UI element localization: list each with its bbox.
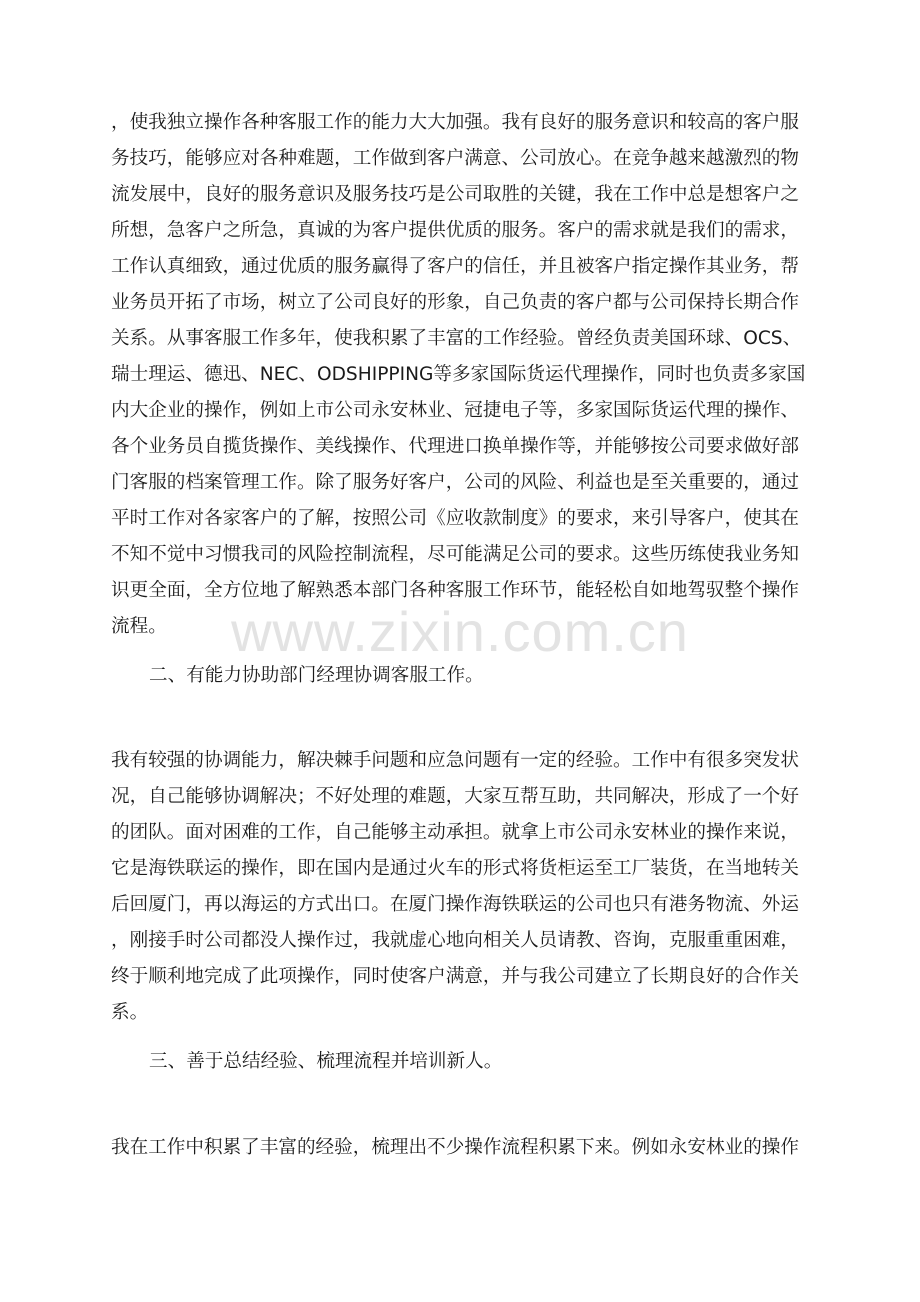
section-heading: 三、善于总结经验、梳理流程并培训新人。 — [149, 1051, 503, 1072]
text-line: 关系。从事客服工作多年，使我积累了丰富的工作经验。曾经负责美国环球、OCS、 — [111, 328, 802, 349]
text-line: 不知不觉中习惯我司的风险控制流程，尽可能满足公司的要求。这些历练使我业务知 — [111, 544, 799, 565]
section-heading: 二、有能力协助部门经理协调客服工作。 — [149, 665, 484, 686]
text-line: 识更全面，全方位地了解熟悉本部门各种客服工作环节，能轻松自如地驾驭整个操作 — [111, 580, 799, 601]
text-line: 况，自己能够协调解决；不好处理的难题，大家互帮互助，共同解决，形成了一个好 — [111, 786, 799, 807]
text-line: 我在工作中积累了丰富的经验，梳理出不少操作流程积累下来。例如永安林业的操作 — [111, 1137, 799, 1158]
text-line: 终于顺利地完成了此项操作，同时使客户满意，并与我公司建立了长期良好的合作关 — [111, 966, 799, 987]
text-line: 系。 — [111, 1002, 149, 1023]
text-line: 平时工作对各家客户的了解，按照公司《应收款制度》的要求，来引导客户，使其在 — [111, 508, 799, 529]
text-line: ，使我独立操作各种客服工作的能力大大加强。我有良好的服务意识和较高的客户服 — [111, 112, 799, 133]
text-line: 我有较强的协调能力，解决棘手问题和应急问题有一定的经验。工作中有很多突发状 — [111, 750, 799, 771]
text-line: 的团队。面对困难的工作，自己能够主动承担。就拿上市公司永安林业的操作来说， — [111, 822, 799, 843]
text-line: 瑞士理运、德迅、NEC、ODSHIPPING等多家国际货运代理操作，同时也负责多家国 — [111, 364, 806, 385]
text-line: 流发展中，良好的服务意识及服务技巧是公司取胜的关键，我在工作中总是想客户之 — [111, 184, 799, 205]
text-line: 门客服的档案管理工作。除了服务好客户，公司的风险、利益也是至关重要的，通过 — [111, 472, 799, 493]
text-line: 流程。 — [111, 616, 167, 637]
text-line: 工作认真细致，通过优质的服务赢得了客户的信任，并且被客户指定操作其业务，帮 — [111, 256, 799, 277]
text-line: 所想，急客户之所急，真诚的为客户提供优质的服务。客户的需求就是我们的需求， — [111, 220, 799, 241]
text-line: ，刚接手时公司都没人操作过，我就虚心地向相关人员请教、咨询，克服重重困难， — [111, 930, 799, 951]
watermark: www.zixin.com.cn — [231, 600, 689, 663]
text-line: 内大企业的操作，例如上市公司永安林业、冠捷电子等，多家国际货运代理的操作、 — [111, 400, 799, 421]
text-line: 后回厦门，再以海运的方式出口。在厦门操作海铁联运的公司也只有港务物流、外运 — [111, 894, 799, 915]
text-line: 它是海铁联运的操作，即在国内是通过火车的形式将货柜运至工厂装货，在当地转关 — [111, 858, 799, 879]
text-line: 业务员开拓了市场，树立了公司良好的形象，自己负责的客户都与公司保持长期合作 — [111, 292, 799, 313]
text-line: 务技巧，能够应对各种难题，工作做到客户满意、公司放心。在竞争越来越激烈的物 — [111, 148, 799, 169]
text-line: 各个业务员自揽货操作、美线操作、代理进口换单操作等，并能够按公司要求做好部 — [111, 436, 799, 457]
